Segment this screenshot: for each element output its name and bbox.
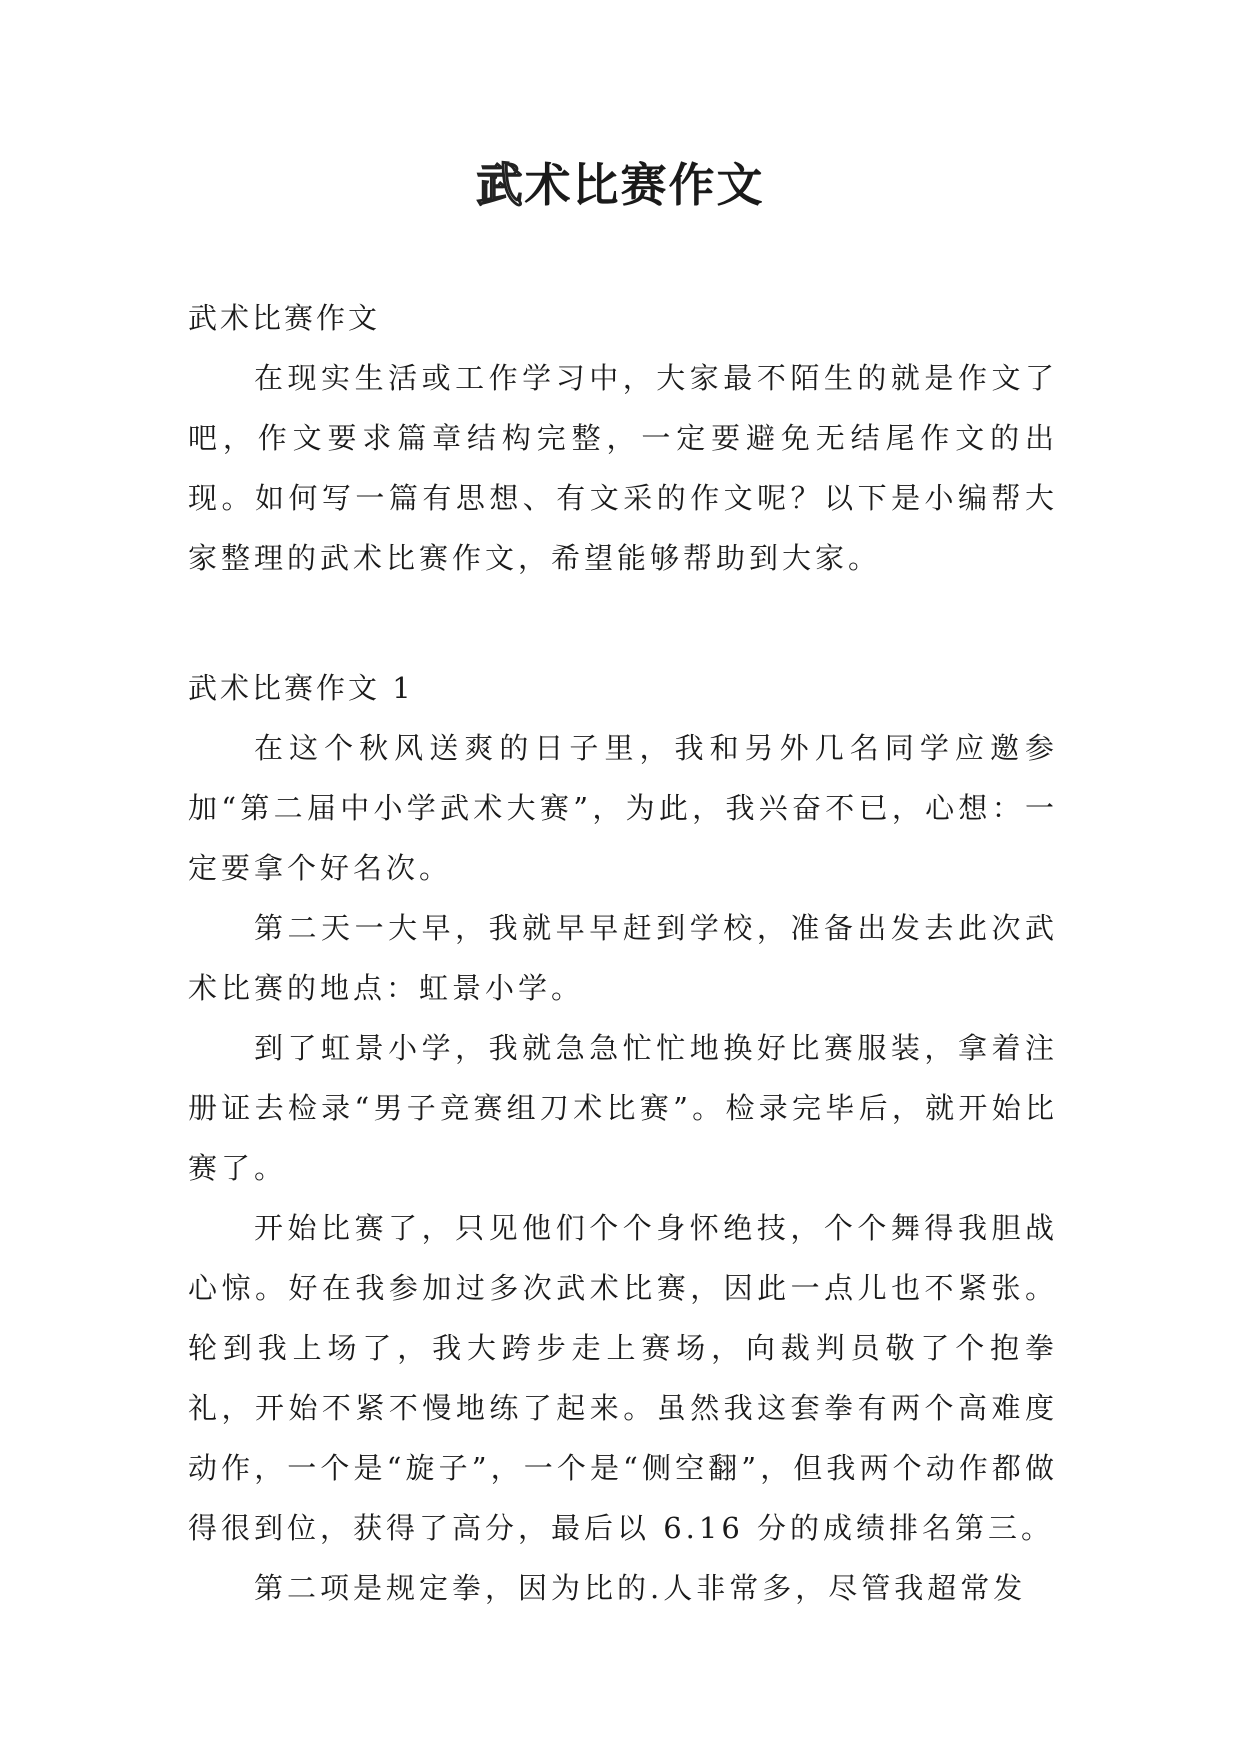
document-body	[188, 288, 1058, 1618]
paragraph: 第二天一大早，我就早早赶到学校，准备出发去此次武术比赛的地点：虹景小学。	[188, 911, 1058, 1005]
intro-paragraph: 在现实生活或工作学习中，大家最不陌生的就是作文了吧，作文要求篇章结构完整，一定要避免无结尾作文的出现。如何写一篇有思想、有文采的作文呢？以下是小编帮大家整理的武术比赛作文，希望能够帮助到大家。	[188, 361, 1058, 575]
intro-heading: 武术比赛作文	[188, 301, 381, 335]
title-first-char: 武	[476, 158, 525, 212]
paragraph: 开始比赛了，只见他们个个身怀绝技，个个舞得我胆战心惊。好在我参加过多次武术比赛，因此一点儿也不紧张。轮到我上场了，我大跨步走上赛场，向裁判员敬了个抱拳礼，开始不紧不慢地练了起来。虽然我这套拳有两个高难度动作，一个是“旋子”，一个是“侧空翻”，但我两个动作都做得很到位，获得了高分，最后以 6.16 分的成绩排名第三。	[188, 1211, 1058, 1545]
section-gap	[188, 588, 1058, 658]
section-heading: 武术比赛作文 1	[188, 671, 414, 705]
paragraph: 第二项是规定拳，因为比的.人非常多，尽管我超常发	[254, 1571, 1027, 1605]
paragraph: 到了虹景小学，我就急急忙忙地换好比赛服装，拿着注册证去检录“男子竞赛组刀术比赛”。检录完毕后，就开始比赛了。	[188, 1031, 1058, 1185]
title-rest: 术比赛作文	[524, 158, 765, 212]
paragraph: 在这个秋风送爽的日子里，我和另外几名同学应邀参加“第二届中小学武术大赛”，为此，我兴奋不已，心想：一定要拿个好名次。	[188, 731, 1058, 885]
document-title	[0, 150, 1241, 220]
